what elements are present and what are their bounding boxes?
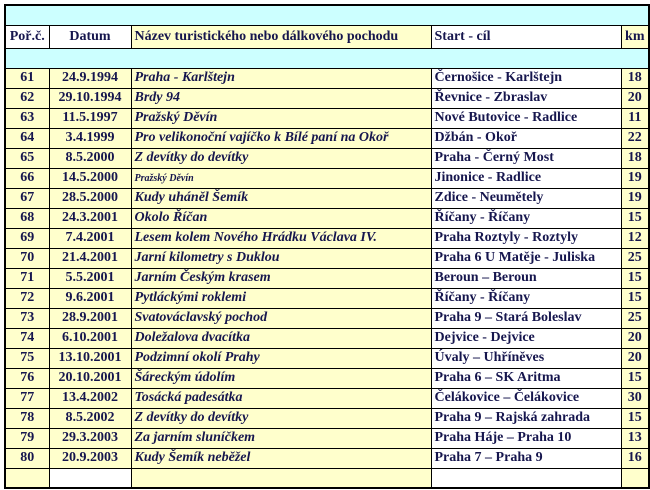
row-start-finish: Úvaly – Uhříněves bbox=[431, 348, 621, 368]
row-km: 15 bbox=[621, 268, 649, 288]
row-march-name: Doležalova dvacítka bbox=[131, 328, 431, 348]
row-km: 19 bbox=[621, 168, 649, 188]
table-row bbox=[5, 428, 649, 448]
row-date: 5.5.2001 bbox=[49, 268, 131, 288]
row-march-name: Pražský Děvín bbox=[131, 168, 431, 188]
row-start-finish: Čelákovice – Čelákovice bbox=[431, 388, 621, 408]
row-order-number: 77 bbox=[5, 388, 49, 408]
row-order-number bbox=[5, 468, 49, 488]
table-row bbox=[5, 268, 649, 288]
row-start-finish: Černošice - Karlštejn bbox=[431, 68, 621, 88]
row-km: 20 bbox=[621, 328, 649, 348]
row-km: 19 bbox=[621, 188, 649, 208]
row-march-name: Kudy Šemík neběžel bbox=[131, 448, 431, 468]
row-km: 16 bbox=[621, 448, 649, 468]
row-order-number: 62 bbox=[5, 88, 49, 108]
row-date bbox=[49, 468, 131, 488]
row-order-number: 79 bbox=[5, 428, 49, 448]
table-row bbox=[5, 168, 649, 188]
row-km: 15 bbox=[621, 368, 649, 388]
table-row bbox=[5, 308, 649, 328]
row-march-name bbox=[131, 468, 431, 488]
header-start-finish: Start - cíl bbox=[431, 25, 621, 48]
row-order-number: 66 bbox=[5, 168, 49, 188]
row-march-name: Okolo Říčan bbox=[131, 208, 431, 228]
table-row bbox=[5, 348, 649, 368]
row-march-name: Pražský Děvín bbox=[131, 108, 431, 128]
table-row bbox=[5, 228, 649, 248]
row-order-number: 73 bbox=[5, 308, 49, 328]
row-start-finish: Praha Háje – Praha 10 bbox=[431, 428, 621, 448]
row-date: 28.5.2000 bbox=[49, 188, 131, 208]
header-km: km bbox=[621, 25, 649, 48]
row-km: 15 bbox=[621, 288, 649, 308]
row-order-number: 70 bbox=[5, 248, 49, 268]
row-order-number: 68 bbox=[5, 208, 49, 228]
row-date: 8.5.2000 bbox=[49, 148, 131, 168]
row-start-finish: Jinonice - Radlice bbox=[431, 168, 621, 188]
hiking-log-table bbox=[4, 4, 650, 489]
table-row bbox=[5, 388, 649, 408]
row-march-name: Šáreckým údolím bbox=[131, 368, 431, 388]
row-start-finish: Řevnice - Zbraslav bbox=[431, 88, 621, 108]
row-order-number: 76 bbox=[5, 368, 49, 388]
row-order-number: 80 bbox=[5, 448, 49, 468]
row-start-finish: Džbán - Okoř bbox=[431, 128, 621, 148]
hiking-log bbox=[4, 4, 650, 489]
row-km: 18 bbox=[621, 148, 649, 168]
sub-header-band-cell bbox=[5, 48, 649, 68]
row-start-finish: Nové Butovice - Radlice bbox=[431, 108, 621, 128]
row-date: 13.4.2002 bbox=[49, 388, 131, 408]
row-date: 13.10.2001 bbox=[49, 348, 131, 368]
header-date: Datum bbox=[49, 25, 131, 48]
row-date: 8.5.2002 bbox=[49, 408, 131, 428]
row-date: 20.10.2001 bbox=[49, 368, 131, 388]
row-start-finish: Zdice - Neumětely bbox=[431, 188, 621, 208]
row-start-finish: Praha Roztyly - Roztyly bbox=[431, 228, 621, 248]
row-km: 15 bbox=[621, 208, 649, 228]
header-row bbox=[5, 25, 649, 48]
row-km: 18 bbox=[621, 68, 649, 88]
row-km: 20 bbox=[621, 348, 649, 368]
row-km: 12 bbox=[621, 228, 649, 248]
row-order-number: 61 bbox=[5, 68, 49, 88]
row-march-name: Za jarním sluníčkem bbox=[131, 428, 431, 448]
table-row bbox=[5, 248, 649, 268]
row-march-name: Pro velikonoční vajíčko k Bílé paní na Okoř bbox=[131, 128, 431, 148]
row-km: 13 bbox=[621, 428, 649, 448]
row-order-number: 74 bbox=[5, 328, 49, 348]
row-order-number: 75 bbox=[5, 348, 49, 368]
table-row bbox=[5, 188, 649, 208]
row-date: 29.10.1994 bbox=[49, 88, 131, 108]
row-start-finish: Praha - Černý Most bbox=[431, 148, 621, 168]
row-start-finish: Dejvice - Dejvice bbox=[431, 328, 621, 348]
row-order-number: 65 bbox=[5, 148, 49, 168]
table-row bbox=[5, 328, 649, 348]
row-start-finish: Praha 9 – Stará Boleslav bbox=[431, 308, 621, 328]
header-order-number: Poř.č. bbox=[5, 25, 49, 48]
header-march-name: Název turistického nebo dálkového pochodu bbox=[131, 25, 431, 48]
row-km: 25 bbox=[621, 308, 649, 328]
row-km: 22 bbox=[621, 128, 649, 148]
row-start-finish: Beroun – Beroun bbox=[431, 268, 621, 288]
top-band bbox=[5, 5, 649, 25]
table-row bbox=[5, 208, 649, 228]
row-km: 15 bbox=[621, 408, 649, 428]
table-body bbox=[5, 68, 649, 488]
row-order-number: 63 bbox=[5, 108, 49, 128]
row-date: 11.5.1997 bbox=[49, 108, 131, 128]
row-start-finish: Praha 9 – Rajská zahrada bbox=[431, 408, 621, 428]
row-date: 20.9.2003 bbox=[49, 448, 131, 468]
row-march-name: Pytláckými roklemi bbox=[131, 288, 431, 308]
table-row bbox=[5, 88, 649, 108]
row-date: 6.10.2001 bbox=[49, 328, 131, 348]
row-march-name: Tosácká padesátka bbox=[131, 388, 431, 408]
row-march-name: Kudy uháněl Šemík bbox=[131, 188, 431, 208]
row-date: 7.4.2001 bbox=[49, 228, 131, 248]
row-km bbox=[621, 468, 649, 488]
row-march-name: Jarní kilometry s Duklou bbox=[131, 248, 431, 268]
row-date: 3.4.1999 bbox=[49, 128, 131, 148]
row-date: 9.6.2001 bbox=[49, 288, 131, 308]
row-start-finish: Říčany - Říčany bbox=[431, 208, 621, 228]
row-date: 29.3.2003 bbox=[49, 428, 131, 448]
row-km: 30 bbox=[621, 388, 649, 408]
row-start-finish: Praha 6 – SK Aritma bbox=[431, 368, 621, 388]
row-date: 24.3.2001 bbox=[49, 208, 131, 228]
row-date: 28.9.2001 bbox=[49, 308, 131, 328]
row-start-finish: Praha 6 U Matěje - Juliska bbox=[431, 248, 621, 268]
empty-row bbox=[5, 468, 649, 488]
row-order-number: 72 bbox=[5, 288, 49, 308]
row-date: 21.4.2001 bbox=[49, 248, 131, 268]
top-band-cell bbox=[5, 5, 649, 25]
row-order-number: 67 bbox=[5, 188, 49, 208]
table-row bbox=[5, 368, 649, 388]
table-row bbox=[5, 128, 649, 148]
row-start-finish: Praha 7 – Praha 9 bbox=[431, 448, 621, 468]
row-march-name: Z devítky do devítky bbox=[131, 148, 431, 168]
row-km: 11 bbox=[621, 108, 649, 128]
row-km: 20 bbox=[621, 88, 649, 108]
row-march-name: Z devítky do devítky bbox=[131, 408, 431, 428]
row-order-number: 78 bbox=[5, 408, 49, 428]
table-row bbox=[5, 408, 649, 428]
row-march-name: Jarním Českým krasem bbox=[131, 268, 431, 288]
row-order-number: 71 bbox=[5, 268, 49, 288]
row-march-name: Praha - Karlštejn bbox=[131, 68, 431, 88]
table-row bbox=[5, 108, 649, 128]
row-march-name: Brdy 94 bbox=[131, 88, 431, 108]
table-row bbox=[5, 288, 649, 308]
row-km: 25 bbox=[621, 248, 649, 268]
row-order-number: 69 bbox=[5, 228, 49, 248]
row-march-name: Podzimní okolí Prahy bbox=[131, 348, 431, 368]
row-date: 14.5.2000 bbox=[49, 168, 131, 188]
row-march-name: Lesem kolem Nového Hrádku Václava IV. bbox=[131, 228, 431, 248]
table-row bbox=[5, 68, 649, 88]
row-start-finish: Říčany - Říčany bbox=[431, 288, 621, 308]
sub-header-band bbox=[5, 48, 649, 68]
row-start-finish bbox=[431, 468, 621, 488]
table-row bbox=[5, 448, 649, 468]
table-row bbox=[5, 148, 649, 168]
row-date: 24.9.1994 bbox=[49, 68, 131, 88]
row-march-name: Svatováclavský pochod bbox=[131, 308, 431, 328]
row-order-number: 64 bbox=[5, 128, 49, 148]
